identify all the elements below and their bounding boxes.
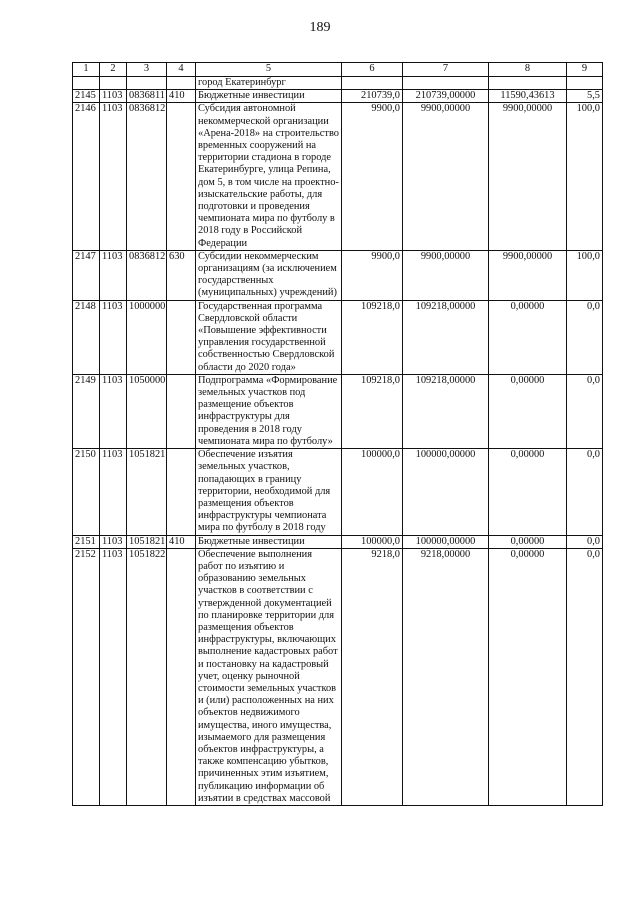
expense-type-code: [167, 77, 196, 90]
row-number: 2152: [73, 548, 100, 805]
item-name: Бюджетные инвестиции: [196, 535, 342, 548]
execution-percent: 5,5: [567, 90, 603, 103]
budget-table: [72, 62, 603, 806]
expense-type-code: [167, 449, 196, 535]
section-code: 1103: [100, 103, 127, 250]
item-name: Субсидия автономной некоммерческой организации «Арена-2018» на строительство временных сооружений на территории стадиона в городе Екатеринбурге, улица Репина, дом 5, в том числе на проектно-изыскательские работы, для подготовки и проведения чемпионата мира по футболу в 2018 году в Российской Федерации: [196, 103, 342, 250]
table-row: [73, 374, 603, 448]
row-number: 2145: [73, 90, 100, 103]
approved-amount: 100000,00000: [403, 535, 489, 548]
planned-amount: 109218,0: [342, 374, 403, 448]
planned-amount: 9900,0: [342, 103, 403, 250]
planned-amount: 100000,0: [342, 449, 403, 535]
target-code: 1000000: [127, 300, 167, 374]
target-code: [127, 77, 167, 90]
row-number: 2150: [73, 449, 100, 535]
table-row: [73, 250, 603, 300]
expense-type-code: 410: [167, 535, 196, 548]
row-number: 2147: [73, 250, 100, 300]
table-row: [73, 449, 603, 535]
expense-type-code: [167, 300, 196, 374]
item-name: Подпрограмма «Формирование земельных участков под размещение объектов инфраструктуры для проведения в 2018 году чемпионата мира по футболу»: [196, 374, 342, 448]
row-number: 2146: [73, 103, 100, 250]
section-code: 1103: [100, 449, 127, 535]
approved-amount: 109218,00000: [403, 300, 489, 374]
target-code: 1051822: [127, 548, 167, 805]
target-code: 0836811: [127, 90, 167, 103]
table-row: [73, 535, 603, 548]
expense-type-code: [167, 103, 196, 250]
approved-amount: 109218,00000: [403, 374, 489, 448]
row-number: 2151: [73, 535, 100, 548]
approved-amount: 9218,00000: [403, 548, 489, 805]
planned-amount: 210739,0: [342, 90, 403, 103]
section-code: 1103: [100, 300, 127, 374]
planned-amount: 9218,0: [342, 548, 403, 805]
executed-amount: 9900,00000: [489, 250, 567, 300]
executed-amount: 0,00000: [489, 300, 567, 374]
execution-percent: 0,0: [567, 548, 603, 805]
expense-type-code: [167, 548, 196, 805]
column-header: 4: [167, 63, 196, 77]
item-name: Обеспечение выполнения работ по изъятию и образованию земельных участков в соответствии с утвержденной документацией по планировке территории для размещения объектов инфраструктуры, включающих выполнение кадастровых работ и постановку на кадастровый учет, оценку рыночной стоимости земельных участков и (или) расположенных на них объектов недвижимого имущества, иного имущества, изымаемого для размещения объектов инфраструктуры, а также компенсацию убытков, причиненных этим изъятием, публикацию информации об изъятии в средствах массовой: [196, 548, 342, 805]
executed-amount: 0,00000: [489, 548, 567, 805]
planned-amount: 100000,0: [342, 535, 403, 548]
expense-type-code: [167, 374, 196, 448]
section-code: 1103: [100, 250, 127, 300]
executed-amount: 0,00000: [489, 449, 567, 535]
column-header: 7: [403, 63, 489, 77]
row-number: 2149: [73, 374, 100, 448]
execution-percent: 0,0: [567, 535, 603, 548]
table-header-row: [73, 63, 603, 77]
approved-amount: 100000,00000: [403, 449, 489, 535]
section-code: 1103: [100, 90, 127, 103]
execution-percent: 100,0: [567, 250, 603, 300]
target-code: 1050000: [127, 374, 167, 448]
column-header: 6: [342, 63, 403, 77]
planned-amount: [342, 77, 403, 90]
executed-amount: 0,00000: [489, 535, 567, 548]
executed-amount: [489, 77, 567, 90]
column-header: 3: [127, 63, 167, 77]
executed-amount: 11590,43613: [489, 90, 567, 103]
column-header: 5: [196, 63, 342, 77]
approved-amount: 9900,00000: [403, 250, 489, 300]
table-row: [73, 77, 603, 90]
section-code: 1103: [100, 535, 127, 548]
approved-amount: 210739,00000: [403, 90, 489, 103]
table-row: [73, 90, 603, 103]
target-code: 1051821: [127, 449, 167, 535]
planned-amount: 109218,0: [342, 300, 403, 374]
execution-percent: 0,0: [567, 374, 603, 448]
section-code: [100, 77, 127, 90]
row-number: [73, 77, 100, 90]
table-row: [73, 103, 603, 250]
table-row: [73, 300, 603, 374]
item-name: город Екатеринбург: [196, 77, 342, 90]
section-code: 1103: [100, 548, 127, 805]
expense-type-code: 410: [167, 90, 196, 103]
item-name: Бюджетные инвестиции: [196, 90, 342, 103]
expense-type-code: 630: [167, 250, 196, 300]
column-header: 9: [567, 63, 603, 77]
table-row: [73, 548, 603, 805]
item-name: Государственная программа Свердловской области «Повышение эффективности управления государственной собственностью Свердловской области до 2020 года»: [196, 300, 342, 374]
target-code: 0836812: [127, 103, 167, 250]
execution-percent: 100,0: [567, 103, 603, 250]
item-name: Обеспечение изъятия земельных участков, попадающих в границу территории, необходимой для размещения объектов инфраструктуры чемпионата мира по футболу в 2018 году: [196, 449, 342, 535]
column-header: 8: [489, 63, 567, 77]
page-number: 189: [309, 20, 331, 35]
execution-percent: 0,0: [567, 449, 603, 535]
target-code: 1051821: [127, 535, 167, 548]
executed-amount: 0,00000: [489, 374, 567, 448]
approved-amount: 9900,00000: [403, 103, 489, 250]
planned-amount: 9900,0: [342, 250, 403, 300]
column-header: 2: [100, 63, 127, 77]
item-name: Субсидии некоммерческим организациям (за исключением государственных (муниципальных) учреждений): [196, 250, 342, 300]
section-code: 1103: [100, 374, 127, 448]
execution-percent: 0,0: [567, 300, 603, 374]
target-code: 0836812: [127, 250, 167, 300]
executed-amount: 9900,00000: [489, 103, 567, 250]
column-header: 1: [73, 63, 100, 77]
approved-amount: [403, 77, 489, 90]
execution-percent: [567, 77, 603, 90]
row-number: 2148: [73, 300, 100, 374]
